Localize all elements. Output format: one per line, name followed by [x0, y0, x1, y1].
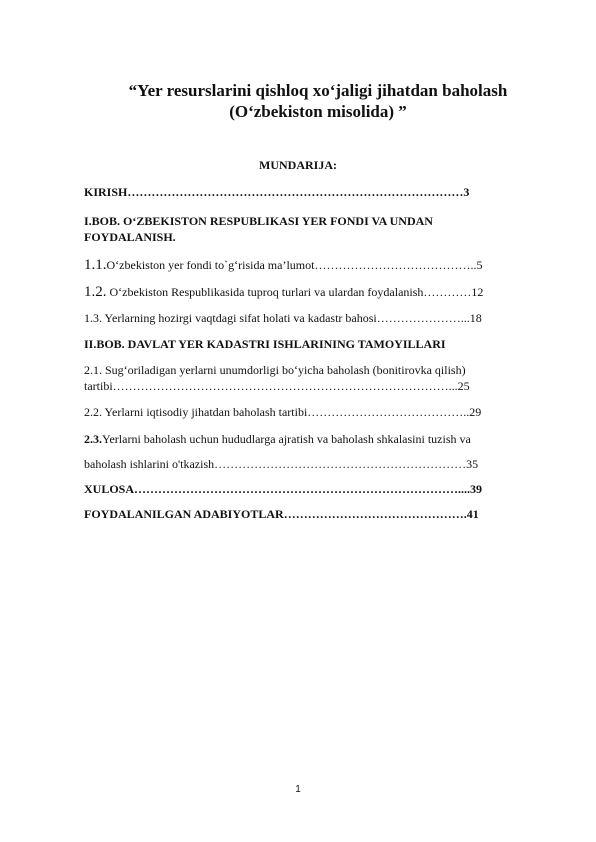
- toc-section-1-3: 1.3. Yerlarning hozirgi vaqtdagi sifat holati va kadastr bahosi…………………...18: [84, 311, 482, 325]
- toc-section-2-3-line2: baholash ishlarini o'tkazish………………………………………………………35: [84, 457, 479, 471]
- section-1-1-text: O‘zbekiston yer fondi to`g‘risida ma’lumot…………………………………..5: [106, 258, 483, 272]
- section-1-1-number: 1.1.: [84, 258, 107, 273]
- toc-bob1-line2: FOYDALANISH.: [84, 230, 176, 244]
- toc-section-2-1-line2: tartibi…………………………………………………………………………...25: [84, 379, 470, 393]
- section-1-2-text: O‘zbekiston Respublikasida tuproq turlari va ulardan foydalanish…………12: [106, 285, 484, 299]
- page-number: 1: [295, 784, 301, 795]
- toc-section-1-1: [84, 258, 550, 273]
- toc-bob2: II.BOB. DAVLAT YER KADASTRI ISHLARINING TAMOYILLARI: [84, 337, 446, 351]
- toc-adabiyotlar: FOYDALANILGAN ADABIYOTLAR……………………………………….41: [84, 507, 479, 521]
- toc-section-2-1-line1: 2.1. Sug‘oriladigan yerlarni unumdorligi bo‘yicha baholash (bonitirovka qilish): [84, 363, 466, 377]
- toc-section-1-2: [84, 285, 550, 300]
- title-line-2: (O‘zbekiston misolida) ”: [229, 102, 407, 121]
- toc-xulosa: XULOSA………………………………………………………………………....39: [84, 482, 483, 496]
- toc-bob1-line1: I.BOB. O‘ZBEKISTON RESPUBLIKASI YER FONDI VA UNDAN: [84, 214, 433, 228]
- section-2-3-number: 2.3.: [84, 432, 102, 446]
- toc-heading: MUNDARIJA:: [259, 158, 337, 172]
- toc-section-2-2: 2.2. Yerlarni iqtisodiy jihatdan baholash tartibi…………………………………..29: [84, 405, 482, 419]
- document-title: [60, 80, 576, 122]
- section-1-2-number: 1.2.: [84, 285, 107, 300]
- section-2-3-text: Yerlarni baholash uchun hududlarga ajratish va baholash shkalasini tuzish va: [102, 432, 471, 446]
- toc-section-2-3-line1: [84, 432, 550, 447]
- title-line-1: “Yer resurslarini qishloq xo‘jaligi jihatdan baholash: [128, 81, 508, 100]
- toc-kirish: KIRISH…………………………………………………………………………3: [84, 185, 470, 199]
